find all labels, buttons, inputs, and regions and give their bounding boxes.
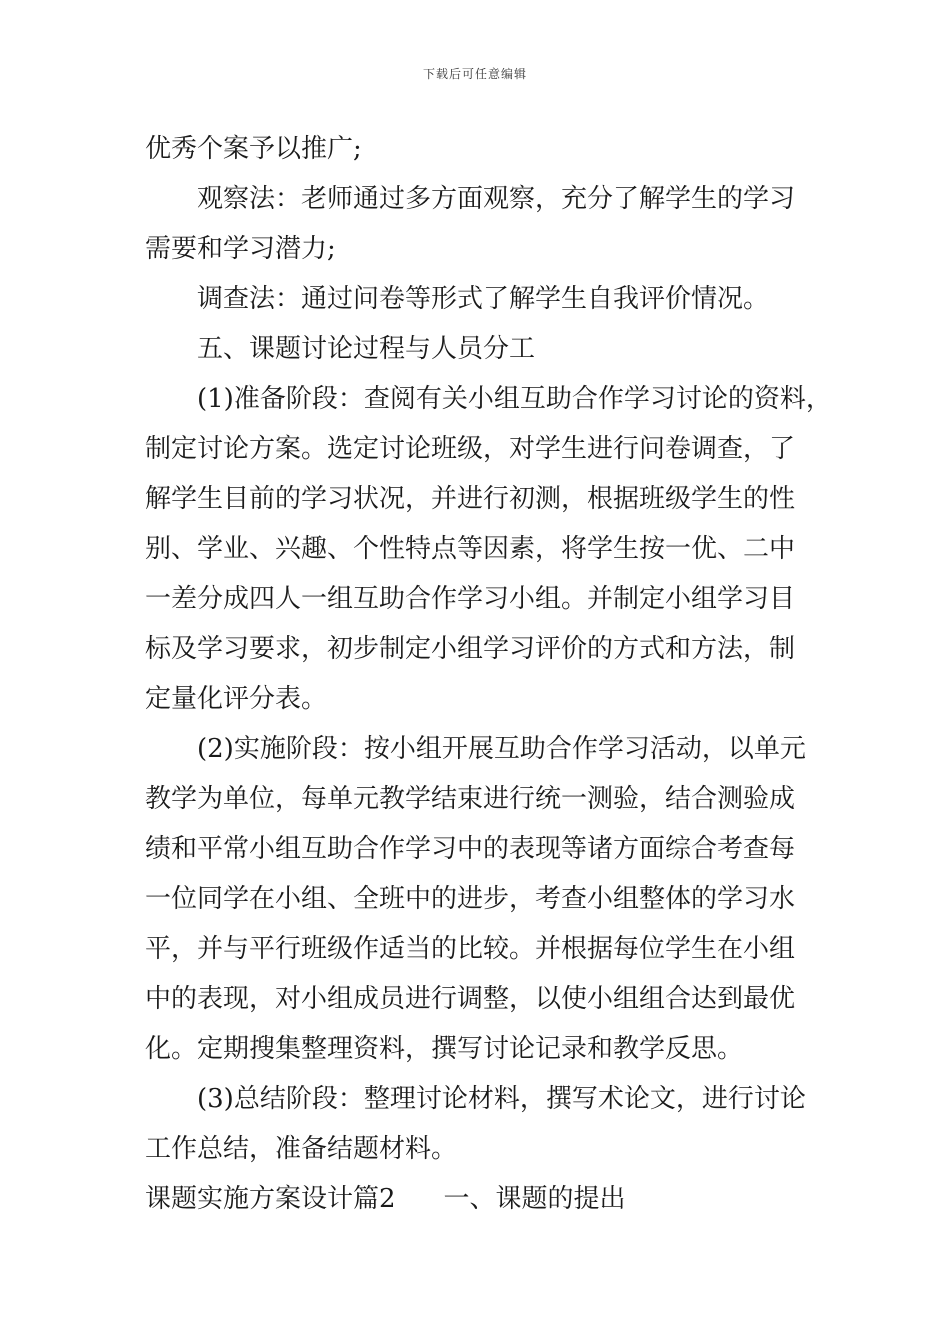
- text-line: 一差分成四人一组互助合作学习小组。并制定小组学习目: [145, 584, 796, 614]
- text-line: 化。定期搜集整理资料，撰写讨论记录和教学反思。: [145, 1034, 744, 1064]
- text-line: 定量化评分表。: [145, 684, 328, 714]
- section-heading-one: 一、课题的提出: [443, 1184, 626, 1214]
- article-title: 课题实施方案设计篇2: [145, 1184, 396, 1214]
- text-line: 解学生目前的学习状况，并进行初测，根据班级学生的性: [145, 484, 796, 514]
- text-line: 制定讨论方案。选定讨论班级，对学生进行问卷调查，了: [145, 434, 796, 464]
- text-line: 中的表现，对小组成员进行调整，以使小组组合达到最优: [145, 984, 796, 1014]
- text-line: 需要和学习潜力;: [145, 234, 336, 264]
- text-line: 标及学习要求，初步制定小组学习评价的方式和方法，制: [145, 634, 796, 664]
- section-heading-five: 五、课题讨论过程与人员分工: [197, 334, 536, 364]
- section-title-line: [145, 1174, 815, 1224]
- paragraph-implementation-stage: (2)实施阶段：按小组开展互助合作学习活动，以单元: [197, 734, 806, 764]
- paragraph-summary-stage: (3)总结阶段：整理讨论材料，撰写术论文，进行讨论: [197, 1084, 806, 1114]
- document-body: [145, 124, 832, 1224]
- paragraph-survey-method: 调查法：通过问卷等形式了解学生自我评价情况。: [197, 284, 770, 314]
- text-line: 一位同学在小组、全班中的进步，考查小组整体的学习水: [145, 884, 796, 914]
- page-header-note: 下载后可任意编辑: [422, 67, 527, 81]
- text-line: 绩和平常小组互助合作学习中的表现等诸方面综合考查每: [145, 834, 796, 864]
- text-line: 工作总结，准备结题材料。: [145, 1134, 458, 1164]
- text-line: 别、学业、兴趣、个性特点等因素，将学生按一优、二中: [145, 534, 796, 564]
- paragraph-preparation-stage: (1)准备阶段：查阅有关小组互助合作学习讨论的资料，: [197, 384, 832, 414]
- paragraph-observation-method: 观察法：老师通过多方面观察，充分了解学生的学习: [197, 184, 796, 214]
- text-line: 平，并与平行班级作适当的比较。并根据每位学生在小组: [145, 934, 796, 964]
- text-line: 教学为单位，每单元教学结束进行统一测验，结合测验成: [145, 784, 796, 814]
- text-line: 优秀个案予以推广;: [145, 134, 362, 164]
